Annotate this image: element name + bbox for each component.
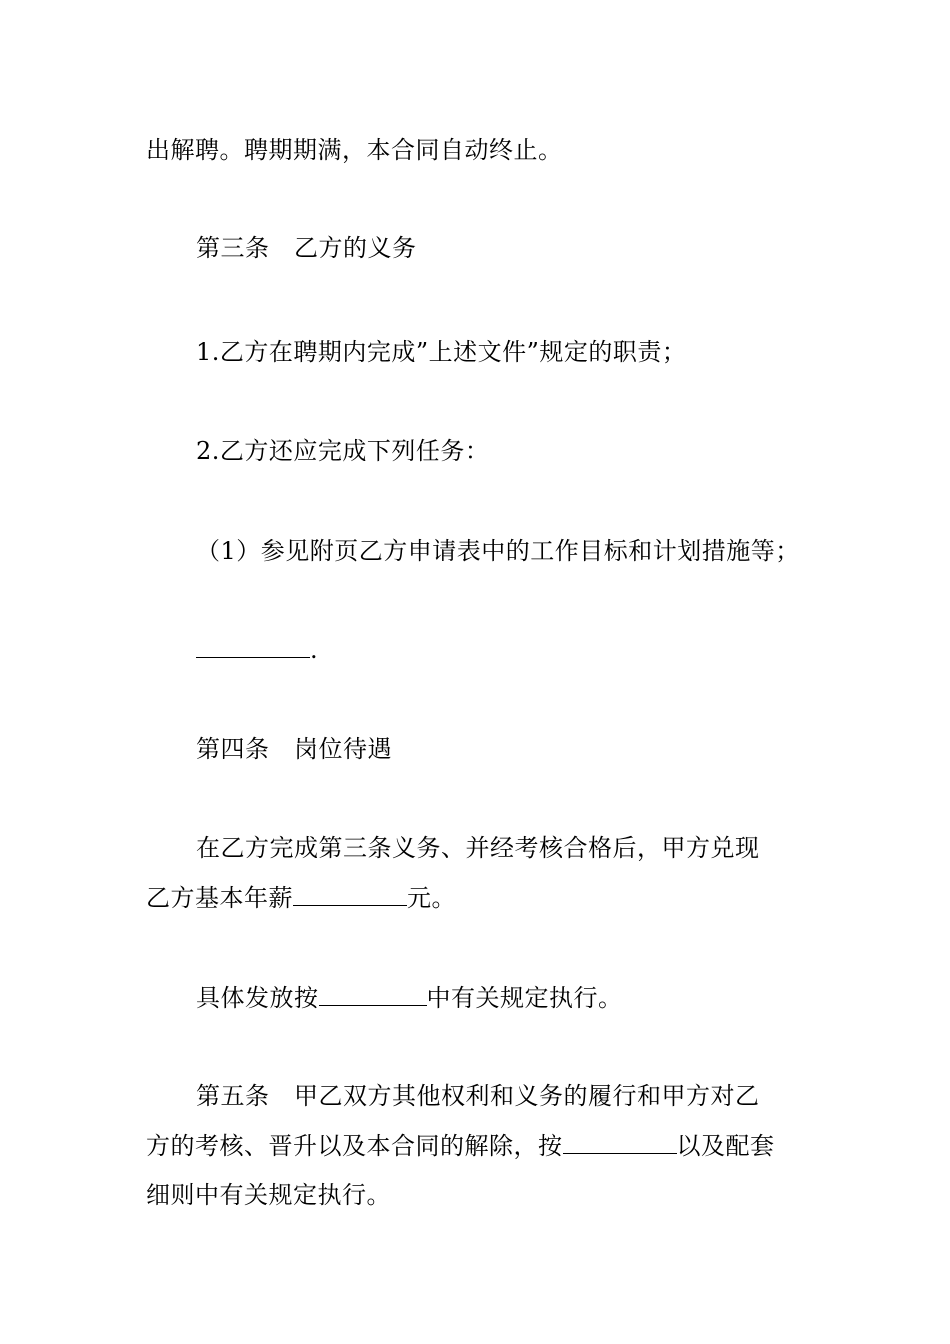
text-salary-condition: 在乙方完成第三条义务、并经考核合格后，甲方兑现: [196, 834, 760, 862]
list-item: [196, 435, 489, 467]
text-duty-one: 1.乙方在聘期内完成”上述文件”规定的职责；: [196, 338, 687, 366]
fill-blank: [293, 883, 407, 906]
text-termination-clause: 出解聘。聘期期满，本合同自动终止。: [146, 136, 563, 164]
text-base-salary: 乙方基本年薪: [146, 884, 293, 912]
text-duty-sub-one: （1）参见附页乙方申请表中的工作目标和计划措施等；: [196, 537, 800, 565]
text-detailed-rules: 细则中有关规定执行。: [146, 1181, 391, 1209]
article-heading: [196, 733, 392, 765]
paragraph-line: [146, 1130, 775, 1162]
heading-article-five: 第五条 甲乙双方其他权利和义务的履行和甲方对乙: [196, 1082, 760, 1110]
list-item: [196, 336, 686, 368]
paragraph-line: [146, 1179, 391, 1211]
heading-article-four: 第四条 岗位待遇: [196, 735, 392, 763]
fill-blank: [563, 1131, 677, 1154]
fill-blank: [319, 983, 427, 1006]
fill-blank: [196, 635, 310, 658]
list-item: [196, 535, 800, 567]
text-duty-two: 2.乙方还应完成下列任务：: [196, 437, 490, 465]
text-payment-basis: 具体发放按: [196, 984, 319, 1012]
heading-article-three: 第三条 乙方的义务: [196, 234, 417, 262]
text-period: .: [310, 636, 319, 664]
text-assessment-clause: 方的考核、晋升以及本合同的解除，按: [146, 1132, 563, 1160]
article-heading: [196, 232, 417, 264]
text-supporting: 以及配套: [676, 1132, 775, 1160]
list-item: [196, 634, 318, 666]
paragraph-line: [146, 882, 456, 914]
paragraph-line: [196, 1080, 760, 1112]
text-payment-rule: 中有关规定执行。: [426, 984, 623, 1012]
paragraph-line: [196, 832, 760, 864]
text-currency-unit: 元。: [407, 884, 456, 912]
paragraph-line: [196, 982, 623, 1014]
paragraph-line: [146, 134, 563, 166]
